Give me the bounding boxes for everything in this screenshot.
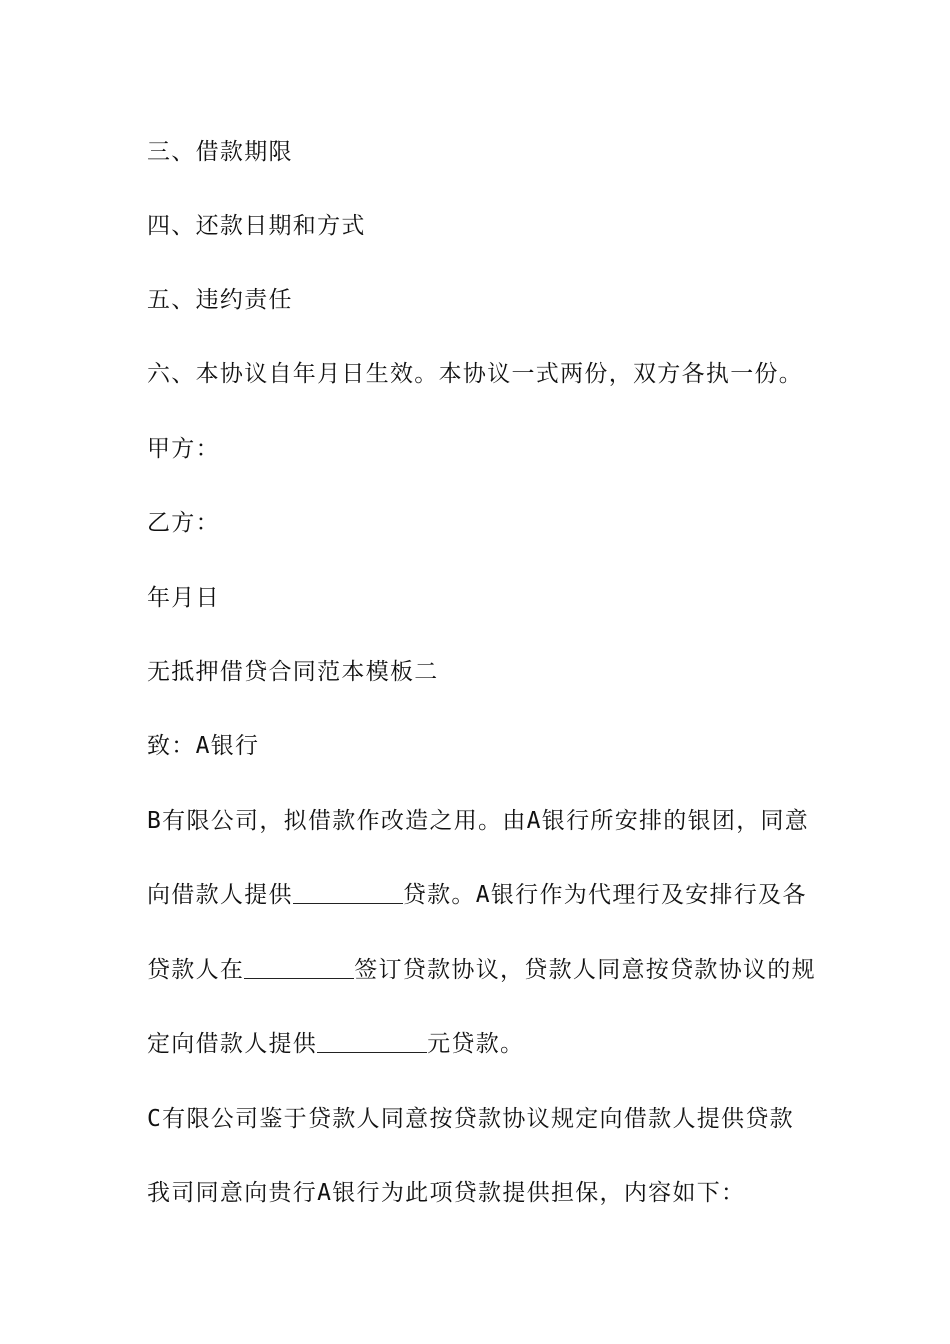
body-paragraph-1-line-2 xyxy=(147,880,817,910)
fill-in-blank xyxy=(244,958,354,979)
text-segment: 向借款人提供 xyxy=(147,882,293,908)
text-segment: 贷款。A银行作为代理行及安排行及各 xyxy=(402,882,807,908)
text-segment: 定向借款人提供 xyxy=(147,1031,318,1057)
body-paragraph-2-line-1: C有限公司鉴于贷款人同意按贷款协议规定向借款人提供贷款 xyxy=(147,1106,794,1132)
text-segment: 签订贷款协议，贷款人同意按贷款协议的规 xyxy=(354,957,816,983)
clause-5-liability: 五、违约责任 xyxy=(147,287,293,313)
signature-date: 年月日 xyxy=(147,585,220,611)
text-segment: 元贷款。 xyxy=(427,1031,525,1057)
addressee: 致：A银行 xyxy=(147,733,260,759)
body-paragraph-1-line-1: B有限公司，拟借款作改造之用。由A银行所安排的银团，同意 xyxy=(147,808,810,834)
body-paragraph-1-line-4 xyxy=(147,1029,817,1059)
fill-in-blank xyxy=(293,883,403,904)
party-a-label: 甲方： xyxy=(147,436,220,462)
text-segment: 贷款人在 xyxy=(147,957,245,983)
party-b-label: 乙方： xyxy=(147,510,220,536)
clause-4-repayment: 四、还款日期和方式 xyxy=(147,213,366,239)
fill-in-blank xyxy=(317,1032,427,1053)
body-paragraph-2-line-2: 我司同意向贵行A银行为此项贷款提供担保，内容如下： xyxy=(147,1180,746,1206)
body-paragraph-1-line-3 xyxy=(147,955,817,985)
clause-6-effective: 六、本协议自年月日生效。本协议一式两份，双方各执一份。 xyxy=(147,361,804,387)
clause-3-loan-term: 三、借款期限 xyxy=(147,139,293,165)
template-two-title: 无抵押借贷合同范本模板二 xyxy=(147,659,439,685)
